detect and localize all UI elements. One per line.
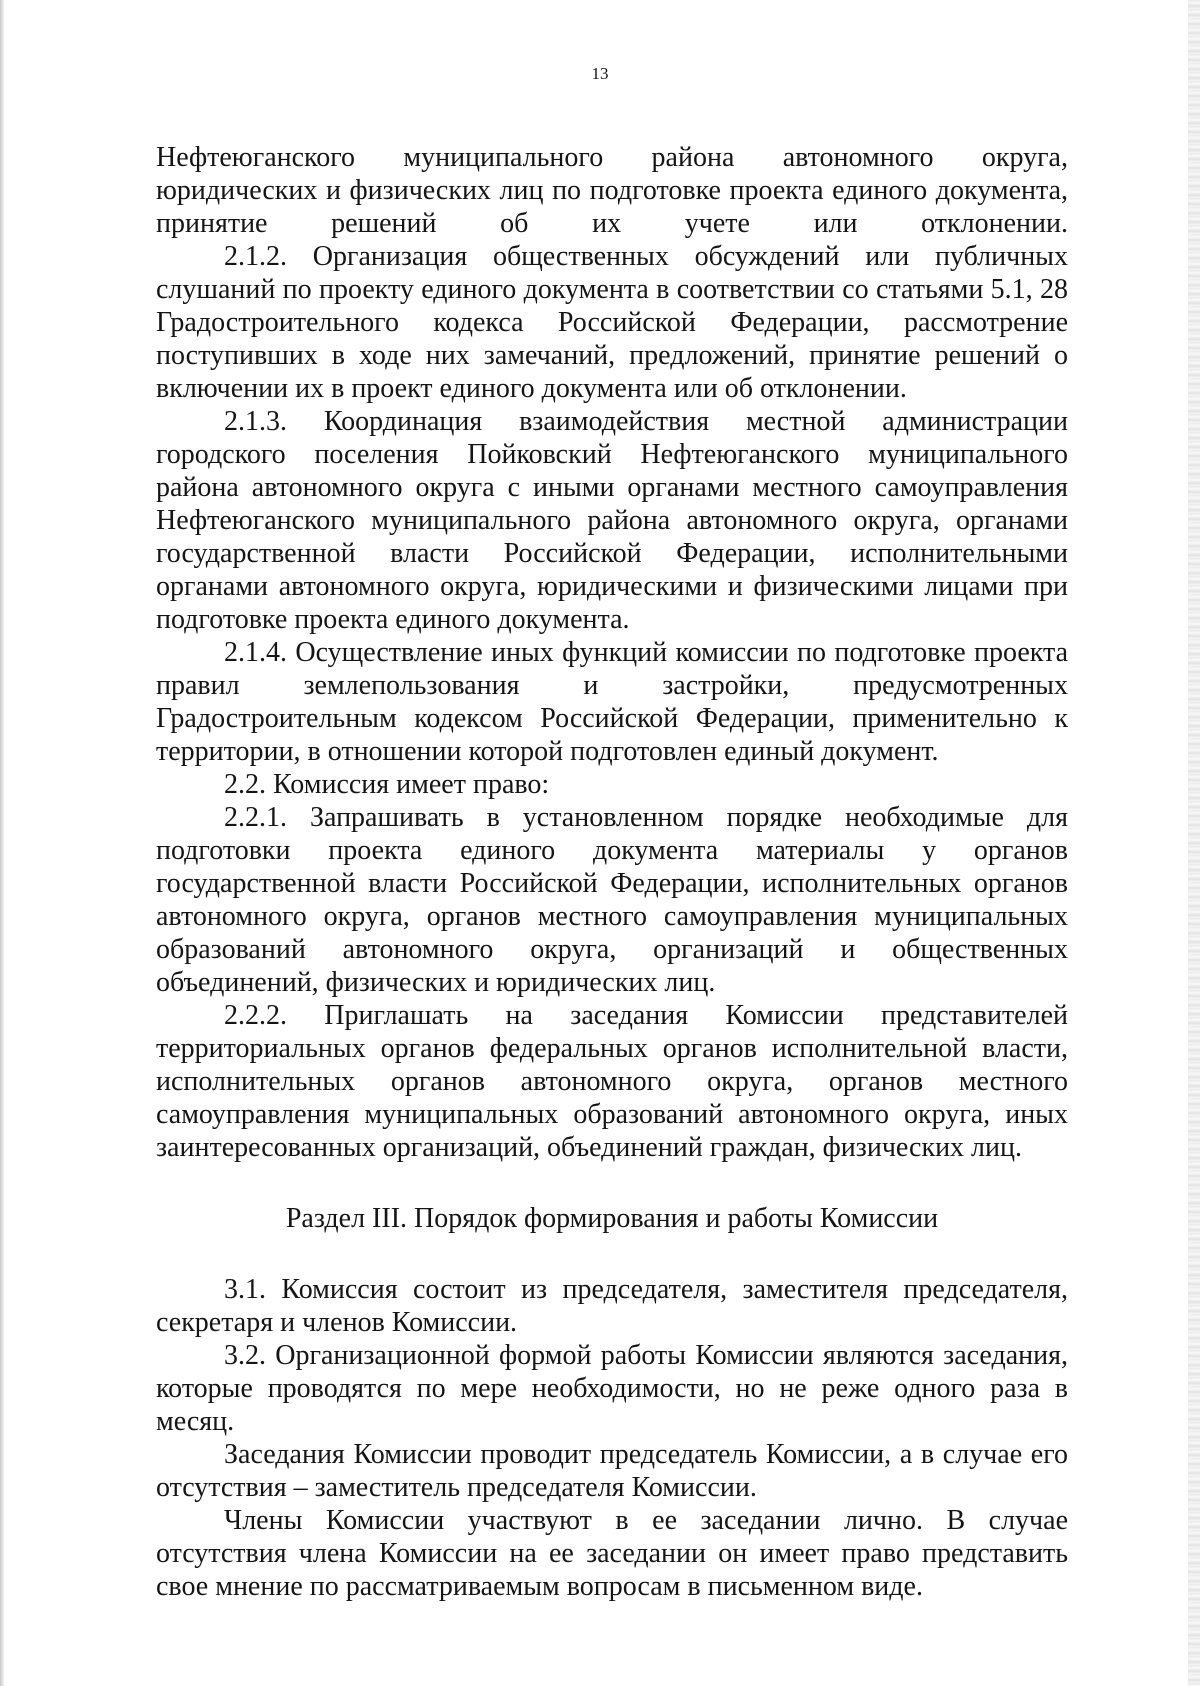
document-body xyxy=(156,141,1068,1603)
paragraph-2-2-1: 2.2.1. Запрашивать в установленном порядке необходимые для подготовки проекта единого документа материалы у органов государственной власти Российской Федерации, исполнительных органов автономного округа, органов местного самоуправления муниципальных образований автономного округа, организаций и общественных объединений, физических и юридических лиц. xyxy=(156,802,1068,998)
paragraph-2-1-4: 2.1.4. Осуществление иных функций комиссии по подготовке проекта правил землепользования и застройки, предусмотренных Градостроительным кодексом Российской Федерации, применительно к территории, в отношении которой подготовлен единый документ. xyxy=(156,637,1068,767)
paragraph-2-2: 2.2. Комиссия имеет право: xyxy=(224,769,550,800)
paragraph-members-participation: Члены Комиссии участвуют в ее заседании лично. В случае отсутствия члена Комиссии на ее заседании он имеет право представить свое мнение по рассматриваемым вопросам в письменном виде. xyxy=(156,1505,1068,1602)
paragraph-3-2: 3.2. Организационной формой работы Комиссии являются заседания, которые проводятся по мере необходимости, но не реже одного раза в месяц. xyxy=(156,1340,1068,1437)
paragraph-3-1: 3.1. Комиссия состоит из председателя, заместителя председателя, секретаря и членов Комиссии. xyxy=(156,1274,1068,1338)
section-heading: Раздел III. Порядок формирования и работы Комиссии xyxy=(285,1203,939,1234)
paragraph-2-1-2: 2.1.2. Организация общественных обсуждений или публичных слушаний по проекту единого документа в соответствии со статьями 5.1, 28 Градостроительного кодекса Российской Федерации, рассмотрение поступивших в ходе них замечаний, предложений, принятие решений о включении их в проект единого документа или об отклонении. xyxy=(156,241,1068,404)
scan-edge-left xyxy=(0,0,4,1686)
paragraph-meetings-chair: Заседания Комиссии проводит председатель Комиссии, а в случае его отсутствия – заместитель председателя Комиссии. xyxy=(156,1439,1068,1503)
paragraph-2-2-2: 2.2.2. Приглашать на заседания Комиссии представителей территориальных органов федеральных органов исполнительной власти, исполнительных органов автономного округа, органов местного самоуправления муниципальных образований автономного округа, иных заинтересованных организаций, объединений граждан, физических лиц. xyxy=(156,1000,1068,1163)
scan-edge-right xyxy=(1188,0,1200,1686)
page-number: 13 xyxy=(591,64,609,83)
paragraph-2-1-3: 2.1.3. Координация взаимодействия местной администрации городского поселения Пойковский Нефтеюганского муниципального района автономного округа с иными органами местного самоуправления Нефтеюганского муниципального района автономного округа, органами государственной власти Российской Федерации, исполнительными органами автономного округа, юридическими и физическими лицами при подготовке проекта единого документа. xyxy=(156,406,1068,635)
paragraph-continuation: Нефтеюганского муниципального района автономного округа, юридических и физических лиц по подготовке проекта единого документа, принятие решений об их учете или отклонении. xyxy=(156,142,1068,239)
